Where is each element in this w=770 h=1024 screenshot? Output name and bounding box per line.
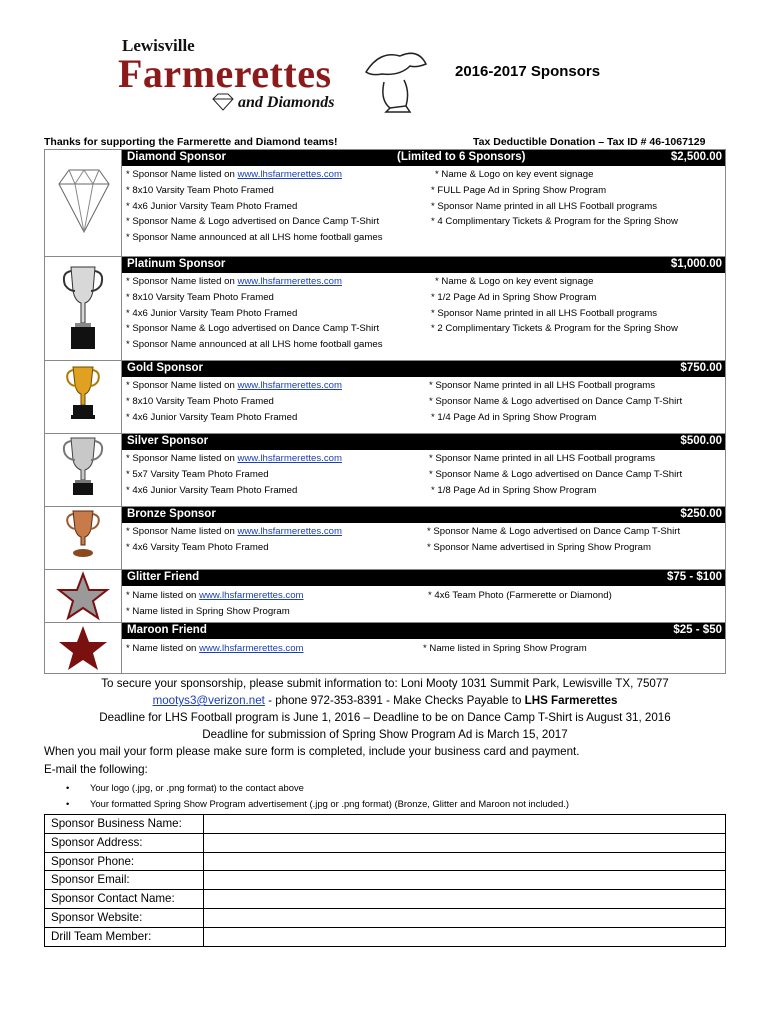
benefit-item: * Sponsor Name printed in all LHS Football programs (429, 380, 656, 391)
benefit-item: * Sponsor Name listed on www.lhsfarmerettes.com (126, 169, 342, 180)
tier-header (122, 150, 725, 166)
tier-price: $2,500.00 (670, 151, 722, 163)
form-label: Sponsor Phone: (45, 853, 204, 871)
tier-price: $25 - $50 (673, 624, 722, 636)
benefit-item: * Sponsor Name & Logo advertised on Dance Camp T-Shirt (429, 468, 683, 480)
logo-line-2: Farmerettes (118, 51, 332, 96)
benefit-item: * Sponsor Name listed on www.lhsfarmerettes.com (126, 453, 342, 464)
benefit-item: * 8x10 Varsity Team Photo Framed (126, 184, 274, 196)
drill-team-member-field[interactable] (204, 928, 725, 946)
silver-trophy-icon (45, 434, 121, 506)
form-label: Sponsor Contact Name: (45, 890, 204, 908)
benefit-item: * Sponsor Name printed in all LHS Football programs (429, 453, 656, 464)
gray-star-icon (45, 570, 121, 622)
benefit-item: * Sponsor Name advertised in Spring Show Program (427, 541, 651, 553)
benefit-item: * Name listed in Spring Show Program (423, 643, 587, 654)
platinum-trophy-icon (45, 257, 121, 359)
info-line-mail: When you mail your form please make sure form is completed, include your business card and payment. (44, 745, 580, 758)
tier-platinum (44, 256, 726, 360)
form-row (45, 890, 725, 909)
tier-header (122, 507, 725, 523)
email-link[interactable]: mootys3@verizon.net (152, 694, 265, 707)
benefit-item: * Sponsor Name & Logo advertised on Dance Camp T-Shirt (126, 323, 380, 335)
benefit-item: * Name listed on www.lhsfarmerettes.com (126, 643, 304, 654)
website-link[interactable]: www.lhsfarmerettes.com (237, 276, 342, 287)
benefit-item: * Sponsor Name listed on www.lhsfarmerettes.com (126, 380, 342, 391)
benefit-item: * 1/2 Page Ad in Spring Show Program (431, 291, 597, 303)
form-label: Sponsor Email: (45, 871, 204, 889)
tier-header (122, 434, 725, 450)
tier-name: Glitter Friend (127, 571, 200, 583)
benefit-item: * Sponsor Name & Logo advertised on Dance Camp T-Shirt (427, 526, 681, 537)
intro-text: Thanks for supporting the Farmerette and Diamond teams! (44, 136, 338, 148)
benefit-item: * 4x6 Junior Varsity Team Photo Framed (126, 484, 298, 496)
website-link[interactable]: www.lhsfarmerettes.com (199, 590, 304, 601)
benefit-item: * Sponsor Name announced at all LHS home football games (126, 232, 383, 244)
website-link[interactable]: www.lhsfarmerettes.com (237, 526, 342, 537)
sponsor-form (44, 814, 726, 947)
form-label: Sponsor Website: (45, 909, 204, 927)
benefit-item: * 4x6 Junior Varsity Team Photo Framed (126, 200, 298, 212)
tax-id: Tax Deductible Donation – Tax ID # 46-1067129 (473, 136, 706, 148)
phone-field[interactable] (204, 853, 725, 871)
benefit-item: * 5x7 Varsity Team Photo Framed (126, 468, 269, 480)
benefit-item: * Name & Logo on key event signage (435, 276, 594, 287)
benefit-item: * Sponsor Name & Logo advertised on Dance Camp T-Shirt (429, 395, 683, 407)
tier-name: Platinum Sponsor (127, 258, 226, 270)
tier-icon-cell (45, 257, 122, 360)
benefit-item: * Sponsor Name printed in all LHS Football programs (431, 307, 658, 319)
tier-icon-cell (45, 570, 122, 622)
tier-price: $750.00 (680, 362, 722, 374)
benefit-item: * Sponsor Name listed on www.lhsfarmerettes.com (126, 276, 342, 287)
info-line-address: To secure your sponsorship, please submit information to: Loni Mooty 1031 Summit Park, Lewisville TX, 75077 (101, 677, 669, 690)
tier-icon-cell (45, 623, 122, 673)
tier-icon-cell (45, 361, 122, 433)
info-line-deadline-1: Deadline for LHS Football program is June 1, 2016 – Deadline to be on Dance Camp T-Shirt is August 31, 2016 (99, 711, 671, 724)
benefit-item: * 1/8 Page Ad in Spring Show Program (431, 484, 597, 496)
tier-gold (44, 360, 726, 433)
tier-limit: (Limited to 6 Sponsors) (397, 151, 526, 163)
page-title: 2016-2017 Sponsors (455, 63, 601, 80)
info-line-email-heading: E-mail the following: (44, 763, 148, 776)
diamond-icon (45, 150, 121, 255)
business-name-field[interactable] (204, 815, 725, 833)
benefit-item: * Name listed on www.lhsfarmerettes.com (126, 590, 304, 601)
tier-name: Maroon Friend (127, 624, 207, 636)
tier-name: Diamond Sponsor (127, 151, 227, 163)
tier-icon-cell (45, 150, 122, 256)
tier-name: Silver Sponsor (127, 435, 209, 447)
benefit-item: * 1/4 Page Ad in Spring Show Program (431, 411, 597, 423)
tier-price: $500.00 (680, 435, 722, 447)
benefit-item: * FULL Page Ad in Spring Show Program (431, 184, 607, 196)
form-label: Sponsor Address: (45, 834, 204, 852)
tier-price: $75 - $100 (667, 571, 722, 583)
website-field[interactable] (204, 909, 725, 927)
payee: LHS Farmerettes (524, 694, 618, 707)
tier-maroon-friend (44, 622, 726, 674)
form-row (45, 909, 725, 928)
form-label: Sponsor Business Name: (45, 815, 204, 833)
benefit-item: * Sponsor Name listed on www.lhsfarmerettes.com (126, 526, 342, 537)
benefit-item: * Sponsor Name printed in all LHS Football programs (431, 200, 658, 212)
form-label: Drill Team Member: (45, 928, 204, 946)
benefit-item: * 2 Complimentary Tickets & Program for the Spring Show (431, 323, 678, 335)
website-link[interactable]: www.lhsfarmerettes.com (237, 453, 342, 464)
benefit-item: * 8x10 Varsity Team Photo Framed (126, 291, 274, 303)
tier-header (122, 570, 725, 586)
benefit-item: * Sponsor Name announced at all LHS home football games (126, 339, 383, 351)
address-field[interactable] (204, 834, 725, 852)
tier-glitter-friend (44, 569, 726, 622)
form-row (45, 871, 725, 890)
bullet-item: • Your logo (.jpg, or .png format) to the contact above (66, 782, 304, 793)
tier-icon-cell (45, 434, 122, 506)
maroon-star-icon (45, 623, 121, 673)
form-row (45, 853, 725, 872)
form-row (45, 928, 725, 946)
benefit-item: * 8x10 Varsity Team Photo Framed (126, 395, 274, 407)
tier-diamond (44, 149, 726, 256)
website-link[interactable]: www.lhsfarmerettes.com (237, 380, 342, 391)
tier-price: $250.00 (680, 508, 722, 520)
tier-header (122, 257, 725, 273)
gold-trophy-icon (45, 361, 121, 433)
benefit-item: * Name & Logo on key event signage (435, 169, 594, 180)
benefit-item: * Name listed in Spring Show Program (126, 605, 290, 617)
contact-name-field[interactable] (204, 890, 725, 908)
cowgirl-hat-icon (360, 42, 430, 114)
website-link[interactable]: www.lhsfarmerettes.com (237, 169, 342, 180)
form-row (45, 834, 725, 853)
benefit-item: * 4x6 Junior Varsity Team Photo Framed (126, 307, 298, 319)
info-line-contact: mootys3@verizon.net - phone 972-353-8391 - Make Checks Payable to LHS Farmerettes (152, 694, 618, 707)
logo-line-3: and Diamonds (238, 94, 335, 111)
bullet-item: • Your formatted Spring Show Program advertisement (.jpg or .png format) (Bronze, Glitter and Maroon not included.) (66, 798, 570, 809)
tier-price: $1,000.00 (670, 258, 722, 270)
tier-header (122, 623, 725, 639)
benefit-item: * Sponsor Name & Logo advertised on Dance Camp T-Shirt (126, 216, 380, 228)
tier-silver (44, 433, 726, 506)
benefit-item: * 4 Complimentary Tickets & Program for the Spring Show (431, 216, 678, 228)
form-row (45, 815, 725, 834)
logo-diamond-icon (210, 92, 236, 112)
benefit-item: * 4x6 Team Photo (Farmerette or Diamond) (428, 590, 612, 601)
bronze-trophy-icon (45, 507, 121, 569)
tier-name: Gold Sponsor (127, 362, 204, 374)
benefit-item: * 4x6 Junior Varsity Team Photo Framed (126, 411, 298, 423)
email-field[interactable] (204, 871, 725, 889)
benefit-item: * 4x6 Varsity Team Photo Framed (126, 541, 269, 553)
tier-name: Bronze Sponsor (127, 508, 216, 520)
website-link[interactable]: www.lhsfarmerettes.com (199, 643, 304, 654)
tier-icon-cell (45, 507, 122, 569)
logo-line-1: Lewisville (122, 36, 195, 55)
tier-header (122, 361, 725, 377)
info-line-deadline-2: Deadline for submission of Spring Show Program Ad is March 15, 2017 (202, 728, 568, 741)
tier-bronze (44, 506, 726, 569)
